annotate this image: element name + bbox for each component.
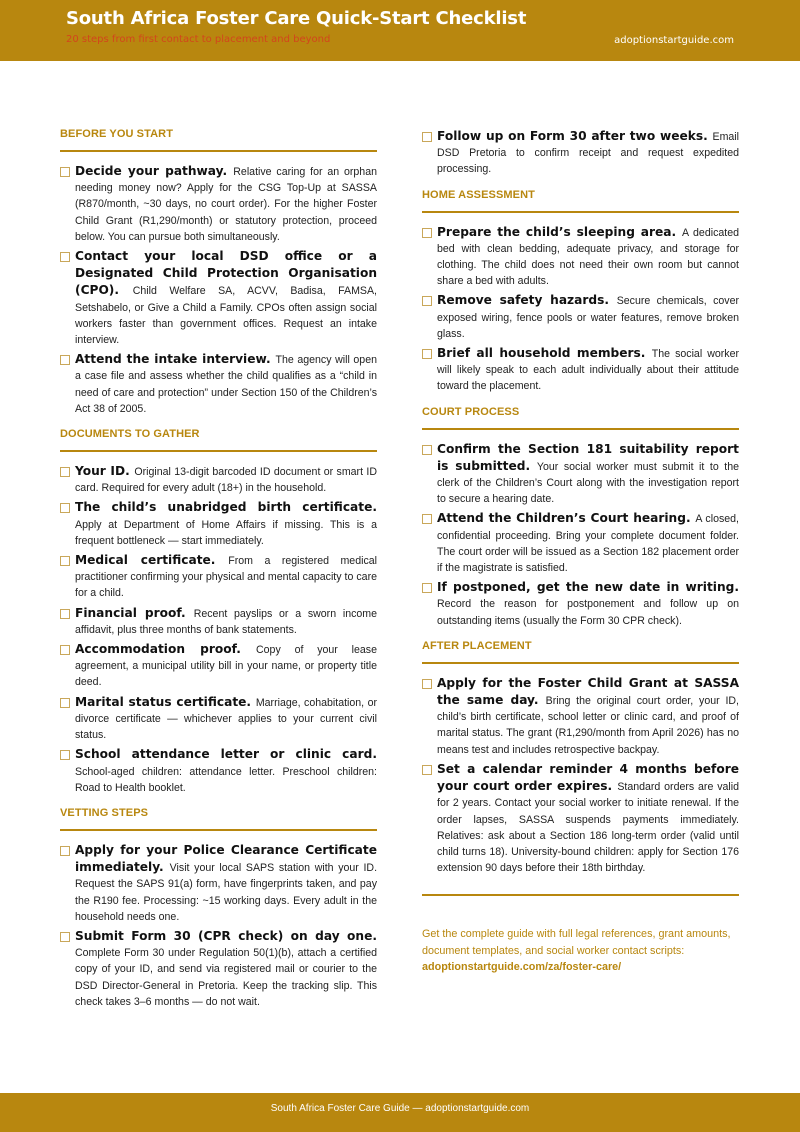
header-url[interactable]: adoptionstartguide.com [614, 35, 734, 46]
checklist-item [422, 441, 739, 508]
checklist-item [60, 641, 377, 691]
checkbox-icon[interactable] [60, 467, 70, 477]
checkbox-icon[interactable] [60, 503, 70, 513]
item-title: If postponed, get the new date in writing. [437, 580, 739, 595]
checklist-item [422, 128, 739, 178]
promo-text: Get the complete guide with full legal references, grant amounts, document templates, and social worker contact scripts: [422, 928, 731, 957]
item-title: Confirm the Section 181 suitability report is submitted. [437, 441, 739, 473]
checklist-item [422, 579, 739, 629]
page-subtitle: 20 steps from first contact to placement and beyond [66, 34, 331, 45]
item-body: Apply at Department of Home Affairs if missing. This is a frequent bottleneck — start immediately. [75, 518, 377, 547]
section-heading: VETTING STEPS [60, 807, 377, 831]
item-title: Remove safety hazards. [437, 293, 617, 308]
section-home-assessment [422, 189, 739, 395]
item-title: School attendance letter or clinic card. [75, 747, 377, 762]
item-title: Attend the Children’s Court hearing. [437, 511, 696, 526]
item-body: Marriage, cohabitation, or divorce certificate — whichever applies to your current civil status. [75, 696, 377, 742]
footer-text: South Africa Foster Care Guide — adoptionstartguide.com [270, 1103, 530, 1114]
checklist-item [60, 746, 377, 796]
header-bar [0, 0, 800, 61]
section-heading: HOME ASSESSMENT [422, 189, 739, 213]
divider [422, 894, 739, 896]
checkbox-icon[interactable] [422, 132, 432, 142]
checklist-item [60, 605, 377, 638]
item-body: A dedicated bed with clean bedding, adequate privacy, and storage for clothing. The child does not need their own room but cannot share a bed with adults. [437, 226, 739, 288]
checklist-item [60, 842, 377, 925]
checkbox-icon[interactable] [60, 846, 70, 856]
item-body: The agency will open a case file and assess whether the child qualifies as a “child in need of care and protection” under Section 150 of the Children’s Act 38 of 2005. [75, 354, 377, 415]
item-body: Email DSD Pretoria to confirm receipt and request expedited processing. [437, 131, 739, 176]
checkbox-icon[interactable] [60, 698, 70, 708]
checkbox-icon[interactable] [60, 355, 70, 365]
item-body: A closed, confidential proceeding. Bring your complete document folder. The court order will be issued as a Section 182 placement order if the magistrate is satisfied. [437, 513, 739, 575]
checkbox-icon[interactable] [422, 296, 432, 306]
item-body: Visit your local SAPS station with your ID. Request the SAPS 91(a) form, have fingerprints taken, and pay the R190 fee. Processing: ~15 working days. Every adult in the household needs one. [75, 862, 378, 923]
checkbox-icon[interactable] [60, 750, 70, 760]
checkbox-icon[interactable] [60, 252, 70, 262]
checkbox-icon[interactable] [60, 932, 70, 942]
checkbox-icon[interactable] [422, 583, 432, 593]
item-title: Financial proof. [75, 605, 194, 620]
item-title: Medical certificate. [75, 553, 229, 568]
section-after-placement [422, 640, 739, 876]
item-body: Secure chemicals, cover exposed wiring, fence pools or water features, remove broken glass. [437, 295, 739, 340]
checklist-item [422, 292, 739, 342]
item-title: Marital status certificate. [75, 694, 256, 709]
item-body: Bring the original court order, your ID, child’s birth certificate, school letter or clinic card, and proof of marital status. The grant (R1,290/month from April 2026) has no means test and includes retrospective backpay. [437, 695, 739, 756]
item-body: Standard orders are valid for 2 years. Contact your social worker to initiate renewal. If the order lapses, SASSA suspends payments immediately. Relatives: ask about a Section 186 long-term order (valid until child turns 18). University-bound children: apply for Section 176 extension 90 days before their 18th birthday. [437, 781, 739, 875]
item-title: Prepare the child’s sleeping area. [437, 224, 682, 239]
item-body: Child Welfare SA, ACVV, Badisa, FAMSA, Setshabelo, or Give a Child a Family. CPOs often assign social workers faster than government offices. Request an intake interview. [75, 285, 377, 347]
item-title: Apply for the Foster Child Grant at SASSA the same day. [437, 675, 739, 708]
section-heading: COURT PROCESS [422, 406, 739, 430]
checklist-item [60, 552, 377, 602]
item-title: The child’s unabridged birth certificate. [75, 500, 377, 515]
section-before-you-start [60, 128, 377, 417]
checklist-item [60, 248, 377, 348]
checklist-item [60, 163, 377, 245]
section-documents [60, 428, 377, 796]
item-title: Contact your local DSD office or a Designated Child Protection Organisation (CPO). [75, 249, 377, 298]
checklist-item [60, 463, 377, 496]
left-column [60, 128, 377, 1021]
checkbox-icon[interactable] [60, 167, 70, 177]
item-title: Accommodation proof. [75, 642, 257, 657]
item-body: School-aged children: attendance letter. Preschool children: Road to Health booklet. [75, 765, 377, 794]
checklist-item [422, 675, 739, 758]
item-body: From a registered medical practitioner confirming your physical and mental capacity to care for a child. [75, 555, 377, 600]
checklist-item [422, 761, 739, 876]
checklist-item [60, 928, 377, 1010]
item-body: Original 13-digit barcoded ID document or smart ID card. Required for every adult (18+) in the household. [75, 466, 377, 495]
checkbox-icon[interactable] [422, 679, 432, 689]
item-body: Complete Form 30 under Regulation 50(1)(b), attach a certified copy of your ID, and send via registered mail or courier to the DSD Director-General in Pretoria. Keep the tracking slip. This check takes 3–6 months — do not wait. [75, 947, 377, 1008]
section-heading: DOCUMENTS TO GATHER [60, 428, 377, 452]
checkbox-icon[interactable] [60, 556, 70, 566]
item-title: Follow up on Form 30 after two weeks. [437, 129, 713, 143]
checklist-item [60, 694, 377, 744]
checkbox-icon[interactable] [60, 645, 70, 655]
section-heading: AFTER PLACEMENT [422, 640, 739, 664]
checkbox-icon[interactable] [422, 514, 432, 524]
footer-bar [0, 1093, 800, 1132]
checkbox-icon[interactable] [60, 609, 70, 619]
checkbox-icon[interactable] [422, 765, 432, 775]
checkbox-icon[interactable] [422, 445, 432, 455]
checklist-item [60, 499, 377, 549]
checklist-item [422, 345, 739, 395]
item-body: Recent payslips or a sworn income affidavit, plus three months of bank statements. [75, 607, 377, 636]
promo-block [422, 926, 739, 975]
page-title: South Africa Foster Care Quick-Start Checklist [66, 8, 527, 29]
checklist-item [422, 510, 739, 576]
item-body: Copy of your lease agreement, a municipal utility bill in your name, or property title deed. [75, 644, 377, 689]
item-title: Apply for your Police Clearance Certificate immediately. [75, 842, 377, 875]
checkbox-icon[interactable] [422, 349, 432, 359]
item-title: Your ID. [75, 464, 135, 479]
checklist-item [422, 224, 739, 290]
checklist-item [60, 351, 377, 417]
item-title: Set a calendar reminder 4 months before your court order expires. [437, 761, 739, 794]
item-title: Attend the intake interview. [75, 352, 276, 367]
item-body: Relative caring for an orphan needing money now? Apply for the CSG Top-Up at SASSA (R870/month, ~30 days, no court order). For the higher Foster Child Grant (R1,290/month) or statutory protection, proceed below. You can pursue both simultaneously. [75, 166, 377, 243]
item-title: Brief all household members. [437, 346, 652, 361]
section-court-process [422, 406, 739, 629]
item-title: Decide your pathway. [75, 164, 234, 178]
checkbox-icon[interactable] [422, 228, 432, 238]
section-vetting-continued [422, 128, 739, 178]
item-title: Submit Form 30 (CPR check) on day one. [75, 928, 377, 943]
right-column [422, 128, 739, 975]
item-body: Record the reason for postponement and follow up on outstanding items (usually the Form 30 CPR check). [437, 598, 739, 627]
promo-link[interactable]: adoptionstartguide.com/za/foster-care/ [422, 960, 622, 973]
item-body: Your social worker must submit it to the clerk of the Children’s Court along with the investigation report to secure a hearing date. [437, 460, 739, 506]
item-body: The social worker will likely speak to each adult individually about their attitude toward the placement. [437, 348, 740, 393]
section-heading: BEFORE YOU START [60, 128, 377, 152]
section-vetting [60, 807, 377, 1010]
